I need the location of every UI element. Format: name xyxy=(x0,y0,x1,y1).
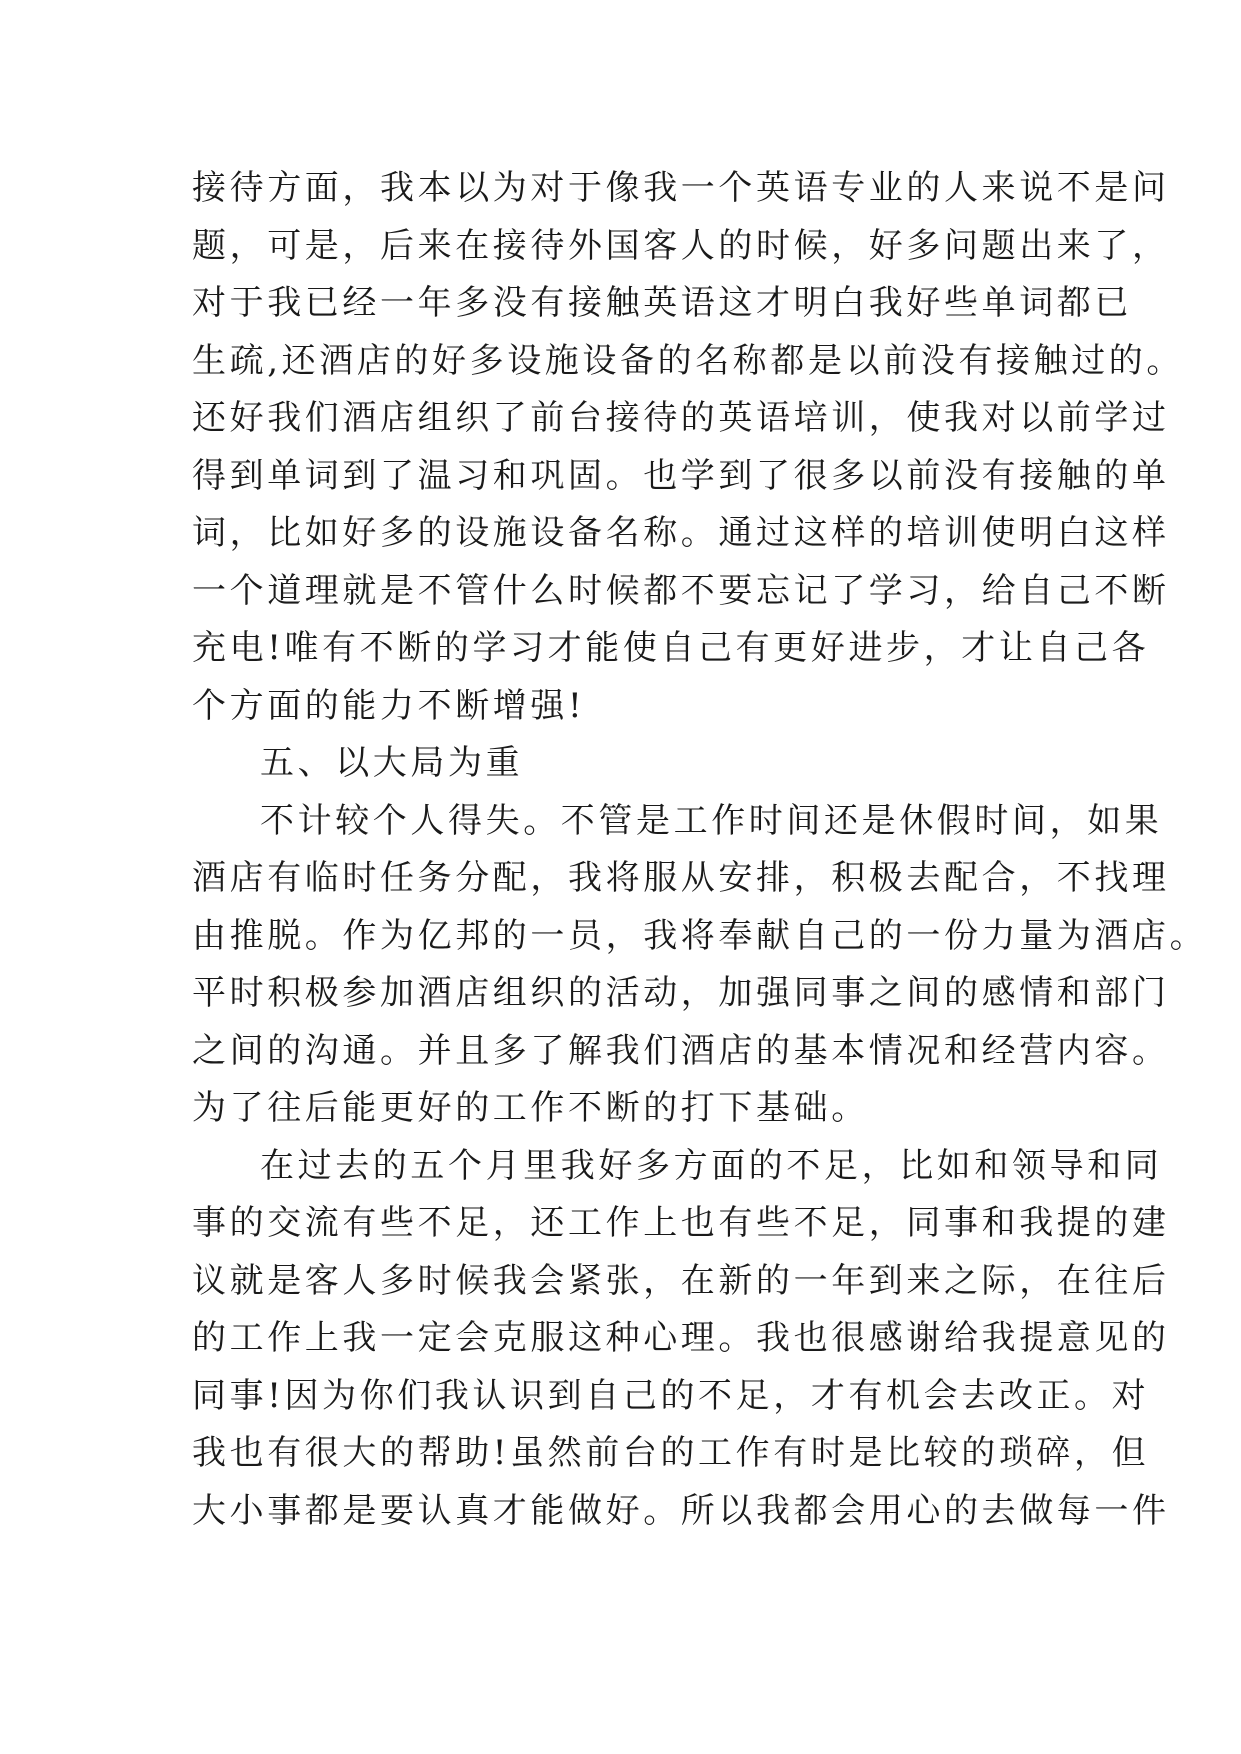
text-line: 不计较个人得失。不管是工作时间还是休假时间，如果 xyxy=(260,800,1163,841)
text-line: 议就是客人多时候我会紧张，在新的一年到来之际，在往后 xyxy=(192,1260,1170,1301)
text-line: 同事!因为你们我认识到自己的不足，才有机会去改正。对 xyxy=(192,1375,1150,1416)
text-line: 由推脱。作为亿邦的一员，我将奉献自己的一份力量为酒店。 xyxy=(192,915,1208,956)
section-heading: 五、以大局为重 xyxy=(260,743,524,783)
text-line: 还好我们酒店组织了前台接待的英语培训，使我对以前学过 xyxy=(192,398,1170,438)
text-line: 之间的沟通。并且多了解我们酒店的基本情况和经营内容。 xyxy=(192,1030,1170,1071)
text-line: 题，可是，后来在接待外国客人的时候，好多问题出来了， xyxy=(192,225,1170,266)
text-line: 得到单词到了温习和巩固。也学到了很多以前没有接触的单 xyxy=(192,455,1170,496)
text-line: 酒店有临时任务分配，我将服从安排，积极去配合，不找理 xyxy=(192,858,1170,898)
text-line: 大小事都是要认真才能做好。所以我都会用心的去做每一件 xyxy=(192,1490,1170,1531)
text-line: 生疏,还酒店的好多设施设备的名称都是以前没有接触过的。 xyxy=(192,340,1185,381)
text-line: 词，比如好多的设施设备名称。通过这样的培训使明白这样 xyxy=(192,513,1170,553)
text-line: 个方面的能力不断增强! xyxy=(192,685,586,726)
text-line: 事的交流有些不足，还工作上也有些不足，同事和我提的建 xyxy=(192,1203,1170,1243)
body-text xyxy=(192,160,1208,1540)
text-line: 平时积极参加酒店组织的活动，加强同事之间的感情和部门 xyxy=(192,973,1170,1013)
text-line: 的工作上我一定会克服这种心理。我也很感谢给我提意见的 xyxy=(192,1318,1170,1358)
text-line: 一个道理就是不管什么时候都不要忘记了学习，给自己不断 xyxy=(192,570,1170,611)
text-line: 我也有很大的帮助!虽然前台的工作有时是比较的琐碎，但 xyxy=(192,1433,1150,1473)
text-line: 在过去的五个月里我好多方面的不足，比如和领导和同 xyxy=(260,1145,1163,1186)
text-line: 接待方面，我本以为对于像我一个英语专业的人来说不是问 xyxy=(192,168,1170,208)
text-line: 对于我已经一年多没有接触英语这才明白我好些单词都已 xyxy=(192,283,1132,323)
text-line: 充电!唯有不断的学习才能使自己有更好进步，才让自己各 xyxy=(192,628,1150,668)
text-line: 为了往后能更好的工作不断的打下基础。 xyxy=(192,1088,869,1128)
